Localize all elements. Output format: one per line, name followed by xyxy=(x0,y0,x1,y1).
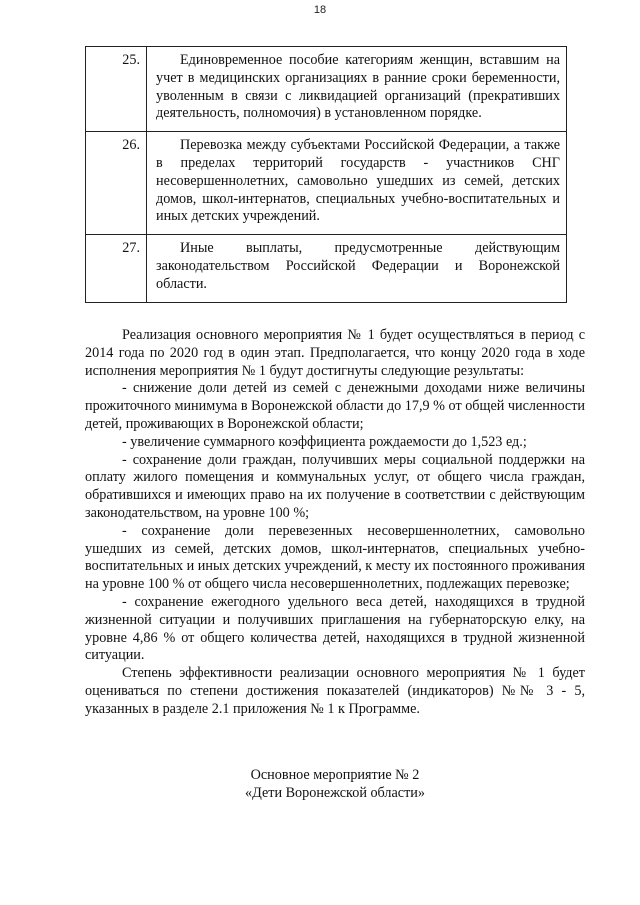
result-item: - сохранение доли перевезенных несовершеннолетних, самовольно ушедших из семей, детских домов, школ-интернатов, специальных учебно-воспитательных и иных детских учреждений, к месту их постоянного проживания на уровне 100 % от общего числа несовершеннолетних, подлежащих перевозке; xyxy=(85,522,585,593)
section-heading xyxy=(85,766,585,802)
section-heading-subtitle: «Дети Воронежской области» xyxy=(245,785,425,801)
body-text xyxy=(85,327,585,719)
row-text: Иные выплаты, предусмотренные действующим законодательством Российской Федерации и Воронежской области. xyxy=(147,235,567,302)
result-item: - сохранение ежегодного удельного веса детей, находящихся в трудной жизненной ситуации и получивших приглашения на губернаторскую елку, на уровне 4,86 % от общего количества детей, находящихся в трудной жизненной ситуации. xyxy=(85,593,585,664)
row-number: 25. xyxy=(86,47,147,132)
intro-paragraph: Реализация основного мероприятия № 1 будет осуществляться в период с 2014 года по 2020 год в один этап. Предполагается, что концу 2020 года в ходе исполнения мероприятия № 1 будут достигнуты следующие результаты: xyxy=(85,327,585,379)
result-item: - увеличение суммарного коэффициента рождаемости до 1,523 ед.; xyxy=(122,433,527,450)
result-item: - снижение доли детей из семей с денежными доходами ниже величины прожиточного минимума в Воронежской области до 17,9 % от общей численности детей, проживающих в Воронежской области; xyxy=(85,380,586,432)
measures-table xyxy=(85,46,567,303)
efficiency-paragraph: Степень эффективности реализации основного мероприятия № 1 будет оцениваться по степени достижения показателей (индикаторов) №№ 3 - 5, указанных в разделе 2.1 приложения № 1 к Программе. xyxy=(85,665,585,717)
table-row xyxy=(86,47,567,132)
row-number: 26. xyxy=(86,132,147,235)
row-text: Единовременное пособие категориям женщин, вставшим на учет в медицинских организациях в ранние сроки беременности, уволенным в связи с ликвидацией организаций (прекративших деятельность, полномочия) в установленном порядке. xyxy=(147,47,567,132)
page-number: 18 xyxy=(313,4,327,16)
table-row xyxy=(86,235,567,302)
result-item: - сохранение доли граждан, получивших меры социальной поддержки на оплату жилого помещения и коммунальных услуг, от общего числа граждан, обратившихся и имеющих право на их получение в соответствии с действующим законодательством, на уровне 100 %; xyxy=(85,451,585,521)
table-row xyxy=(86,132,567,235)
row-number: 27. xyxy=(86,235,147,302)
row-text: Перевозка между субъектами Российской Федерации, а также в пределах территорий государств - участников СНГ несовершеннолетних, самовольно ушедших из семей, детских домов, школ-интернатов, специальных учебно-воспитательных и иных детских учреждений. xyxy=(147,132,567,235)
section-heading-title: Основное мероприятие № 2 xyxy=(250,767,420,783)
